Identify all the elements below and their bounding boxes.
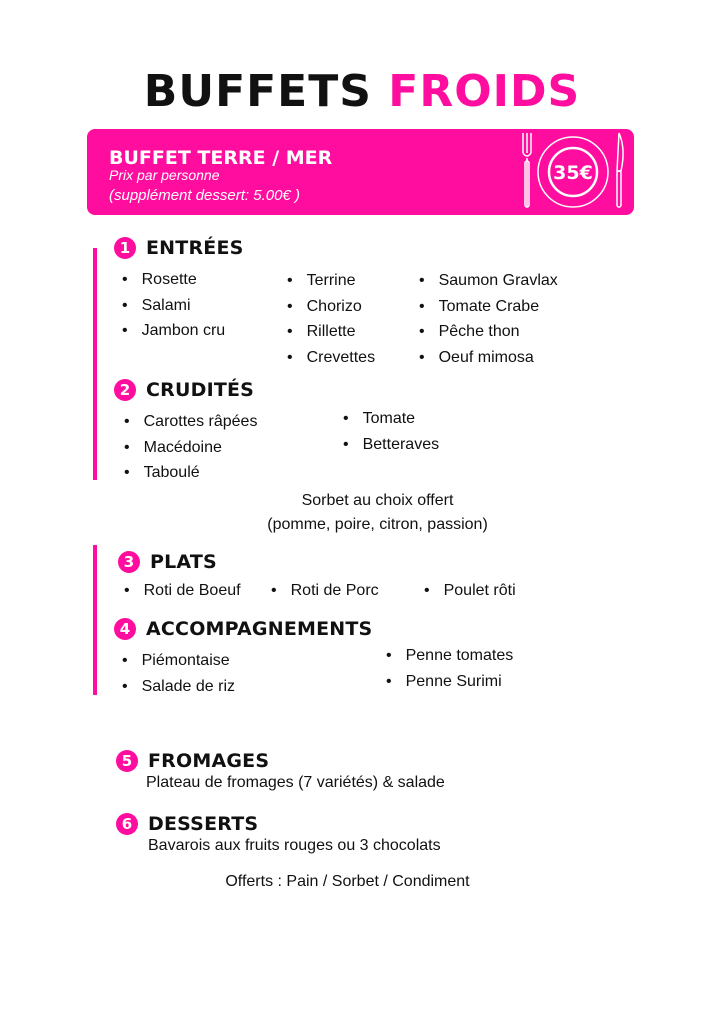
list-item: • Oeuf mimosa [419,345,558,371]
section-title: FROMAGES [148,750,270,772]
list-item: • Pêche thon [419,319,558,345]
fromages-description: Plateau de fromages (7 variétés) & salade [146,774,445,791]
plats-item-3 [424,578,516,604]
banner-subtitle: Prix par personne [109,167,220,183]
crudites-list-col2 [343,406,439,457]
section-number: 1 [114,237,136,259]
list-item: • Roti de Boeuf [124,578,241,604]
entrees-list-col3 [419,268,558,370]
plats-item-1 [124,578,241,604]
list-item: • Salade de riz [122,674,235,700]
list-item: • Roti de Porc [271,578,379,604]
entrees-list-col2 [287,268,375,370]
list-item: • Carottes râpées [124,409,257,435]
price-label: 35€ [553,162,593,184]
section-title: ACCOMPAGNEMENTS [146,618,373,640]
section-title: CRUDITÉS [146,379,255,401]
accompagnements-list-col2 [386,643,513,694]
offerts-note: Offerts : Pain / Sorbet / Condiment [225,873,470,890]
section-number: 4 [114,618,136,640]
banner-title: BUFFET TERRE / MER [109,147,333,169]
list-item: • Taboulé [124,460,257,486]
section-desserts-header [116,813,258,835]
section-title: ENTRÉES [146,237,244,259]
section-crudites-header [114,379,254,401]
section-number: 3 [118,551,140,573]
section-divider-bar [93,545,97,695]
plate-icon [538,137,608,207]
section-plats-header [118,551,217,573]
plate-cutlery-icon [520,131,628,213]
list-item: • Piémontaise [122,648,235,674]
sorbet-note: Sorbet au choix offert [301,492,454,509]
knife-icon [617,133,623,207]
list-item: • Penne tomates [386,643,513,669]
section-accompagnements-header [114,618,372,640]
desserts-description: Bavarois aux fruits rouges ou 3 chocolats [148,837,441,854]
fork-icon [523,133,531,207]
section-entrees-header [114,237,244,259]
list-item: • Saumon Gravlax [419,268,558,294]
list-item: • Terrine [287,268,375,294]
title-part1: BUFFETS [143,66,372,117]
crudites-list-col1 [124,409,257,486]
section-number: 2 [114,379,136,401]
list-item: • Poulet rôti [424,578,516,604]
list-item: • Macédoine [124,435,257,461]
list-item: • Tomate Crabe [419,294,558,320]
list-item: • Salami [122,293,225,319]
title-part2: FROIDS [388,66,581,117]
section-number: 6 [116,813,138,835]
list-item: • Jambon cru [122,318,225,344]
accompagnements-list-col1 [122,648,235,699]
entrees-list-col1 [122,267,225,344]
banner-supplement: (supplément dessert: 5.00€ ) [109,187,300,204]
section-number: 5 [116,750,138,772]
section-fromages-header [116,750,269,772]
list-item: • Betteraves [343,432,439,458]
list-item: • Rosette [122,267,225,293]
page-title [0,62,724,122]
sorbet-flavors: (pomme, poire, citron, passion) [267,516,488,533]
list-item: • Crevettes [287,345,375,371]
list-item: • Penne Surimi [386,669,513,695]
list-item: • Chorizo [287,294,375,320]
plats-item-2 [271,578,379,604]
section-title: PLATS [150,551,217,573]
list-item: • Tomate [343,406,439,432]
section-divider-bar [93,248,97,480]
buffet-banner [87,129,634,215]
list-item: • Rillette [287,319,375,345]
section-title: DESSERTS [148,813,259,835]
